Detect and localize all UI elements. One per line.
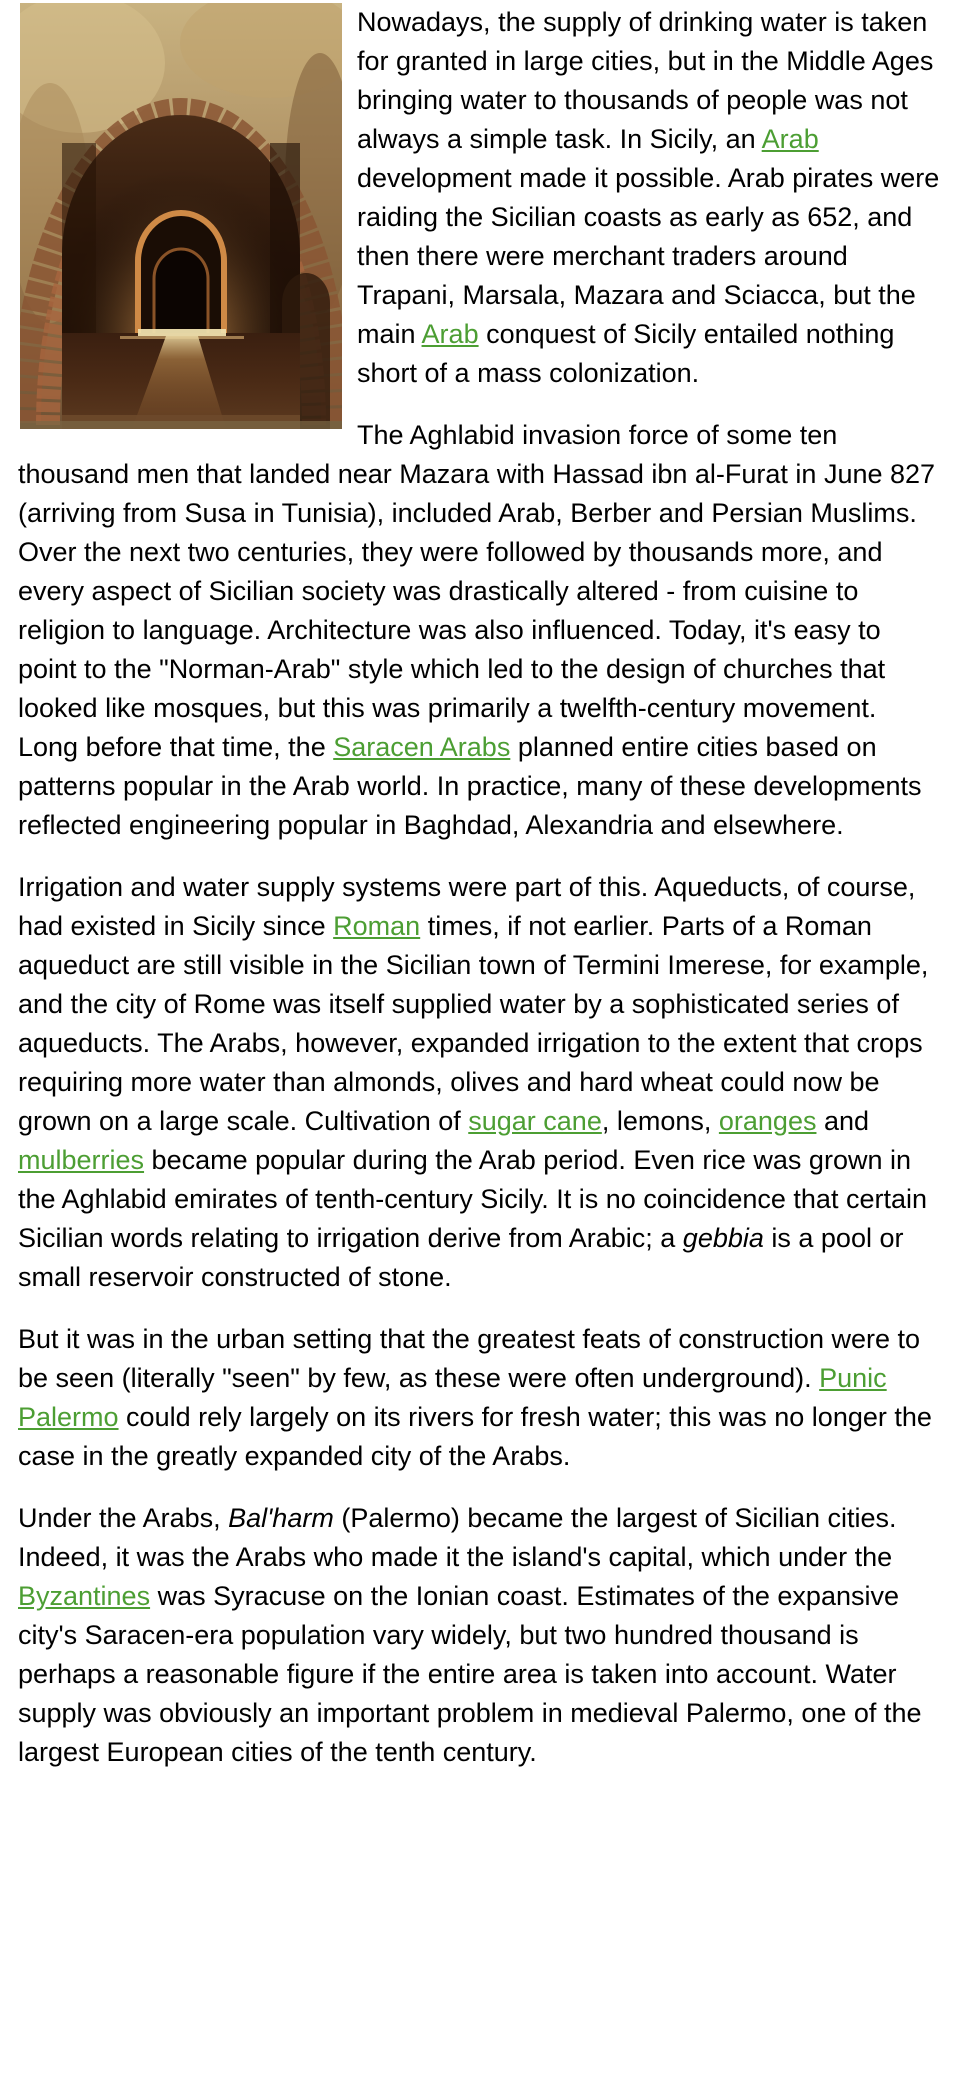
sugar-cane-link[interactable]: sugar cane (468, 1106, 602, 1136)
tunnel-illustration (20, 3, 342, 429)
text-run: and (816, 1106, 870, 1136)
saracen-arabs-link[interactable]: Saracen Arabs (333, 732, 511, 762)
italic-term: Bal'harm (228, 1503, 334, 1533)
text-run: (Palermo) became the largest of Sicilian cities. Indeed, it was the Arabs who made it the island's capital, which under the (18, 1503, 897, 1572)
text-run: could rely largely on its rivers for fresh water; this was no longer the case in the greatly expanded city of the Arabs. (18, 1402, 932, 1471)
punic-palermo-link[interactable]: Punic Palermo (18, 1363, 887, 1432)
qanat-tunnel-photo (20, 3, 342, 429)
paragraph-5 (18, 1499, 940, 1772)
text-run: But it was in the urban setting that the greatest feats of construction were to be seen (literally "seen" by few, as these were often underground). (18, 1324, 921, 1393)
text-run: conquest of Sicily entailed nothing short of a mass colonization. (357, 319, 895, 388)
text-run: development made it possible. Arab pirates were raiding the Sicilian coasts as early as 652, and then there were merchant traders around Trapani, Marsala, Mazara and Sciacca, but the main (357, 163, 940, 349)
arab-link-2[interactable]: Arab (421, 319, 479, 349)
byzantines-link[interactable]: Byzantines (18, 1581, 151, 1611)
paragraph-3 (18, 868, 940, 1297)
text-run: became popular during the Arab period. Even rice was grown in the Aghlabid emirates of tenth-century Sicily. It is no coincidence that certain Sicilian words relating to irrigation derive from Arabic; a (18, 1145, 927, 1253)
text-run: Irrigation and water supply systems were part of this. Aqueducts, of course, had existed in Sicily since (18, 872, 916, 941)
text-run: times, if not earlier. Parts of a Roman aqueduct are still visible in the Sicilian town of Termini Imerese, for example, and the city of Rome was itself supplied water by a sophisticated series of aqueducts. The Arabs, however, expanded irrigation to the extent that crops requiring more water than almonds, olives and hard wheat could now be grown on a large scale. Cultivation of (18, 911, 929, 1136)
arab-link-1[interactable]: Arab (761, 124, 819, 154)
text-run: Under the Arabs, (18, 1503, 229, 1533)
mulberries-link[interactable]: mulberries (18, 1145, 145, 1175)
text-run: The Aghlabid invasion force of some ten thousand men that landed near Mazara with Hassad ibn al-Furat in June 827 (arriving from Susa in Tunisia), included Arab, Berber and Persian Muslims. Over the next two centuries, they were followed by thousands more, and every aspect of Sicilian society was drastically altered - from cuisine to religion to language. Architecture was also influenced. Today, it's easy to point to the "Norman-Arab" style which led to the design of churches that looked like mosques, but this was primarily a twelfth-century movement. Long before that time, the (18, 420, 936, 762)
text-run: is a pool or small reservoir constructed of stone. (18, 1223, 904, 1292)
paragraph-2 (18, 416, 940, 845)
italic-term: gebbia (682, 1223, 764, 1253)
paragraph-4 (18, 1320, 940, 1476)
roman-link[interactable]: Roman (333, 911, 421, 941)
text-run: was Syracuse on the Ionian coast. Estimates of the expansive city's Saracen-era population vary widely, but two hundred thousand is perhaps a reasonable figure if the entire area is taken into account. Water supply was obviously an important problem in medieval Palermo, one of the largest European cities of the tenth century. (18, 1581, 922, 1767)
text-run: , lemons, (601, 1106, 719, 1136)
article (18, 3, 940, 1772)
oranges-link[interactable]: oranges (718, 1106, 817, 1136)
text-run: planned entire cities based on patterns popular in the Arab world. In practice, many of these developments reflected engineering popular in Baghdad, Alexandria and elsewhere. (18, 732, 922, 840)
text-run: Nowadays, the supply of drinking water is taken for granted in large cities, but in the Middle Ages bringing water to thousands of people was not always a simple task. In Sicily, an (357, 7, 934, 154)
